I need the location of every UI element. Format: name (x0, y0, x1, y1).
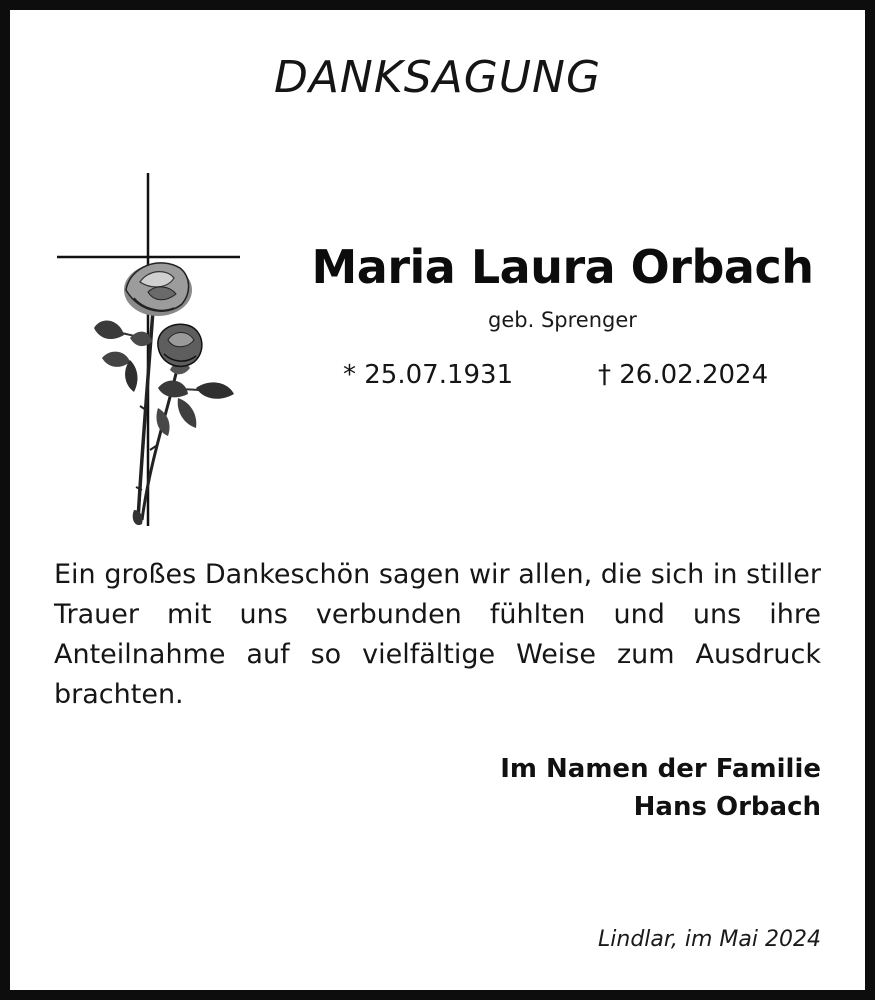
deceased-name: Maria Laura Orbach (311, 240, 814, 294)
thank-you-message: Ein großes Dankeschön sagen wir allen, die sich in stiller Trauer mit uns verbunden fühlten und uns ihre Anteilnahme auf so vielfältige Weise zum Ausdruck brachten. (54, 559, 821, 710)
death-date: † 26.02.2024 (598, 360, 769, 390)
place-and-date: Lindlar, im Mai 2024 (598, 927, 821, 952)
signature-line-name: Hans Orbach (633, 792, 821, 822)
birth-date: * 25.07.1931 (343, 360, 514, 390)
signature (500, 750, 821, 826)
maiden-name: geb. Sprenger (488, 308, 637, 332)
signature-line-family: Im Namen der Familie (500, 754, 821, 784)
notice-heading: DANKSAGUNG (273, 52, 602, 103)
cross-with-roses-icon (50, 170, 250, 530)
